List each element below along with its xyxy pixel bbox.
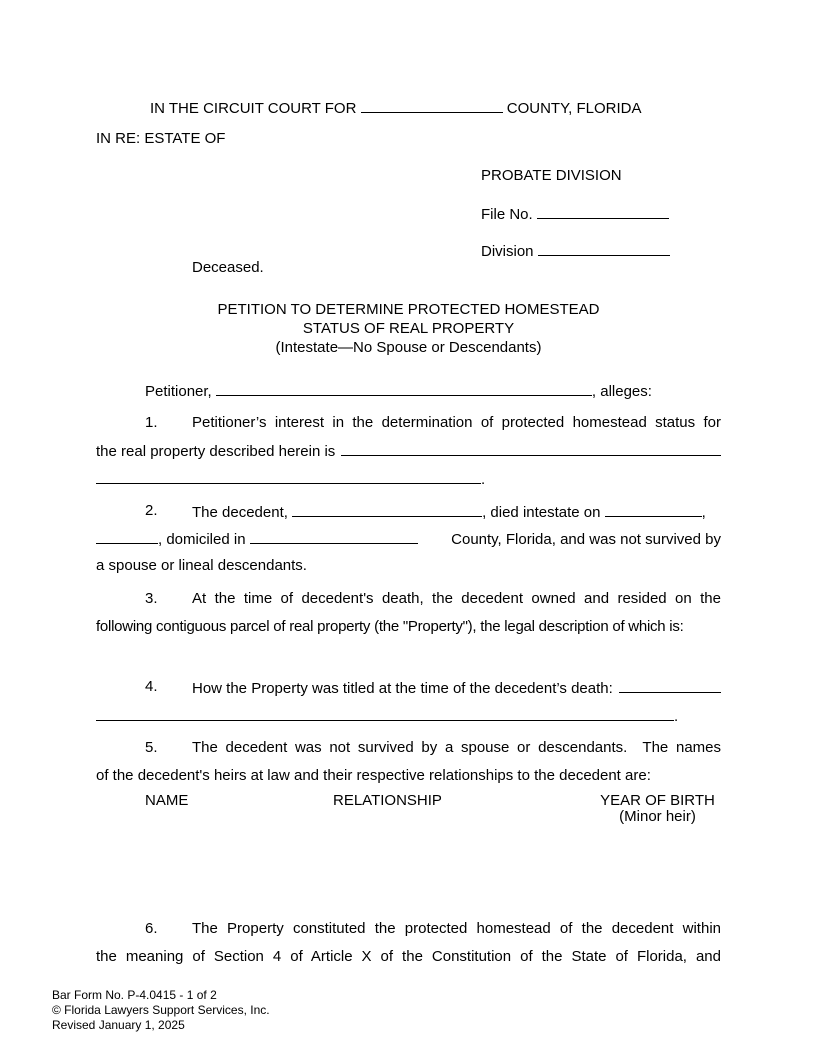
footer-revised: Revised January 1, 2025	[52, 1018, 185, 1032]
para1-number: 1.	[145, 414, 158, 431]
para3-line-1: At the time of decedent's death, the decedent owned and resided on the	[192, 590, 721, 607]
decedent-name-blank[interactable]	[292, 502, 482, 517]
heirs-col-year: YEAR OF BIRTH	[600, 792, 715, 809]
para2-line-3: a spouse or lineal descendants.	[96, 557, 307, 574]
division-row	[481, 241, 670, 261]
para6-line-1: The Property constituted the protected homestead of the decedent within	[192, 920, 721, 937]
petitioner-suffix: , alleges:	[591, 383, 652, 400]
para2-comma: ,	[701, 504, 706, 521]
para3-number: 3.	[145, 590, 158, 607]
death-year-blank[interactable]	[96, 529, 158, 544]
para2-number: 2.	[145, 502, 158, 519]
para4-line-2	[96, 706, 678, 726]
court-heading-prefix: IN THE CIRCUIT COURT FOR	[150, 100, 357, 117]
division-blank[interactable]	[538, 241, 670, 256]
para2-county-text: County, Florida, and was not survived by	[451, 531, 721, 548]
para4-number: 4.	[145, 678, 158, 695]
para6-line-2: the meaning of Section 4 of Article X of the Constitution of the State of Florida, and	[96, 948, 721, 965]
domicile-county-blank[interactable]	[250, 529, 418, 544]
document-title-line-1: PETITION TO DETERMINE PROTECTED HOMESTEAD	[217, 301, 600, 318]
para1-line-3	[96, 469, 485, 489]
para1-interest-blank-2[interactable]	[96, 469, 481, 484]
para2-the-decedent: The decedent,	[192, 504, 288, 521]
heirs-col-year-sub: (Minor heir)	[619, 808, 696, 825]
court-heading	[150, 98, 642, 118]
document-title-line-3: (Intestate—No Spouse or Descendants)	[275, 339, 542, 356]
title-method-blank[interactable]	[619, 678, 721, 693]
footer-copyright: © Florida Lawyers Support Services, Inc.	[52, 1003, 270, 1017]
para4-period: .	[674, 708, 679, 725]
para1-period: .	[481, 471, 486, 488]
para4-line-1-text: How the Property was titled at the time of the decedent’s death:	[192, 680, 613, 697]
para5-line-1: The decedent was not survived by a spouse or descendants. The names	[192, 739, 721, 756]
heirs-col-relationship: RELATIONSHIP	[333, 792, 442, 809]
deceased-label: Deceased.	[192, 259, 264, 276]
title-method-blank-2[interactable]	[96, 706, 674, 721]
footer-form-no: Bar Form No. P-4.0415 - 1 of 2	[52, 988, 217, 1002]
para2-died-intestate: , died intestate on	[482, 504, 601, 521]
file-no-label: File No.	[481, 206, 533, 223]
petitioner-row	[145, 381, 652, 401]
para5-number: 5.	[145, 739, 158, 756]
probate-division-label: PROBATE DIVISION	[481, 167, 622, 184]
para1-line-1: Petitioner’s interest in the determination of protected homestead status for	[192, 414, 721, 431]
para1-line-2-prefix: the real property described herein is	[96, 443, 336, 460]
para1-line-2	[96, 441, 721, 461]
para2-line-2	[96, 529, 721, 549]
division-label: Division	[481, 243, 534, 260]
petitioner-prefix: Petitioner,	[145, 383, 212, 400]
heirs-col-name: NAME	[145, 792, 189, 809]
county-blank[interactable]	[361, 98, 503, 113]
para2-line-1	[192, 502, 706, 522]
para4-line-1	[192, 678, 721, 698]
death-date-blank[interactable]	[605, 502, 702, 517]
para3-line-2: following contiguous parcel of real property (the "Property"), the legal description of which is:	[96, 618, 684, 635]
in-re-label: IN RE: ESTATE OF	[96, 130, 226, 147]
para2-domiciled: , domiciled in	[158, 531, 246, 548]
document-title-line-2: STATUS OF REAL PROPERTY	[302, 320, 515, 337]
court-heading-suffix: COUNTY, FLORIDA	[506, 100, 642, 117]
file-no-blank[interactable]	[537, 204, 669, 219]
para5-line-2: of the decedent's heirs at law and their respective relationships to the decedent are:	[96, 767, 651, 784]
petitioner-name-blank[interactable]	[216, 381, 592, 396]
para6-number: 6.	[145, 920, 158, 937]
file-no-row	[481, 204, 669, 224]
para1-interest-blank[interactable]	[341, 441, 721, 456]
